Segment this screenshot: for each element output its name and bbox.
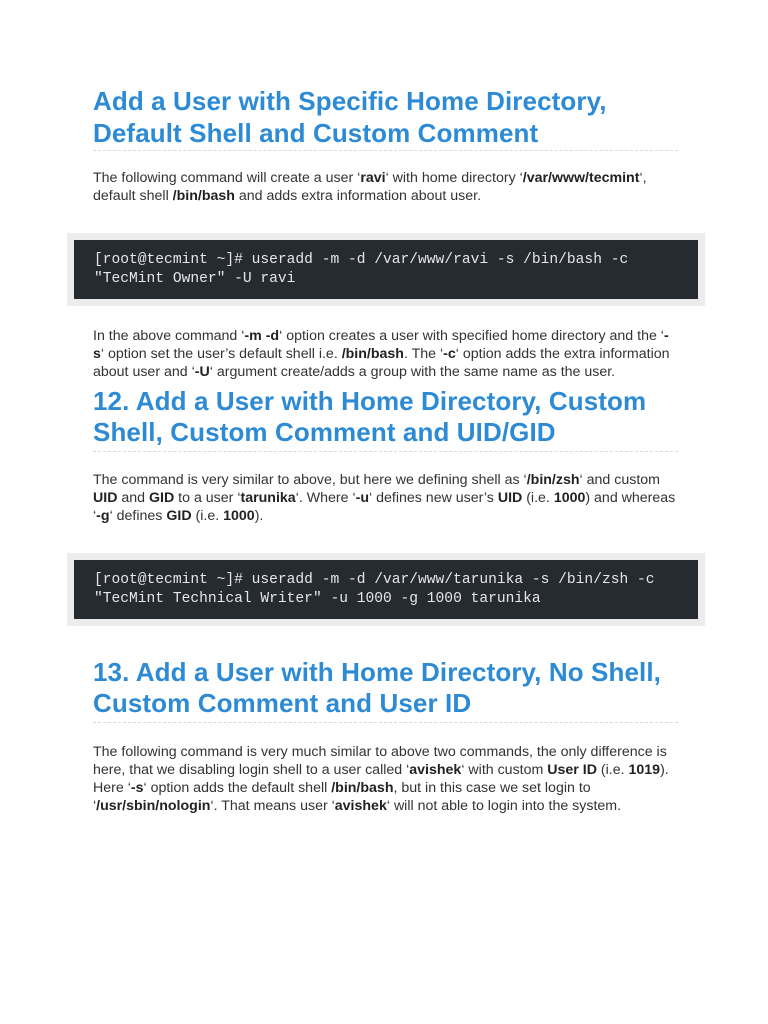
article-content bbox=[93, 86, 678, 816]
bold-run: /bin/bash bbox=[172, 188, 235, 205]
text-run: Here ‘ bbox=[93, 780, 131, 797]
text-run: In the above command ‘ bbox=[93, 328, 245, 344]
bold-run: 1000 bbox=[223, 508, 255, 525]
heading-divider bbox=[93, 150, 678, 151]
section-heading-specific-home-directory: Add a User with Specific Home Directory, Default Shell and Custom Comment bbox=[93, 86, 607, 148]
bold-run: -m -d bbox=[244, 328, 280, 344]
explanation-paragraph bbox=[93, 327, 678, 382]
bold-run: /bin/bash bbox=[331, 780, 394, 797]
text-run: , but in this case we set login to ‘ bbox=[93, 780, 591, 815]
bold-run: /usr/sbin/nologin bbox=[96, 798, 211, 815]
section-intro-paragraph bbox=[93, 743, 678, 779]
bold-run: avishek bbox=[409, 762, 462, 779]
text-run: ‘, default shell bbox=[93, 170, 647, 205]
bold-run: -s bbox=[93, 328, 669, 363]
bold-run: avishek bbox=[334, 798, 387, 815]
text-run: ‘ will not able to login into the system. bbox=[386, 798, 622, 815]
text-run: and adds extra information about user. bbox=[234, 188, 482, 205]
bold-run: UID bbox=[497, 489, 523, 506]
text-run: ‘ defines bbox=[109, 508, 167, 525]
section-intro-paragraph bbox=[93, 169, 678, 205]
text-run: ‘ with home directory ‘ bbox=[385, 170, 523, 186]
bold-run: /var/www/tecmint bbox=[522, 170, 640, 186]
text-run: and bbox=[117, 489, 149, 506]
text-run: to a user ‘ bbox=[174, 489, 241, 506]
text-run: ) and whereas ‘ bbox=[93, 489, 676, 525]
text-run: ‘. That means user ‘ bbox=[210, 798, 335, 815]
text-run: ‘ defines new user’s bbox=[369, 489, 498, 506]
bold-run: 1019 bbox=[628, 762, 661, 779]
text-run: ‘ option set the user’s default shell i.e. bbox=[100, 346, 342, 363]
code-block-useradd-ravi[interactable]: [root@tecmint ~]# useradd -m -d /var/www/ravi -s /bin/bash -c "TecMint Owner" -U ravi bbox=[74, 240, 698, 299]
heading-divider bbox=[93, 722, 678, 723]
text-run: ‘ option adds the extra information about user and ‘ bbox=[93, 346, 670, 381]
text-run: (i.e. bbox=[191, 508, 224, 525]
section-heading-13-no-shell: 13. Add a User with Home Directory, No Shell, Custom Comment and User ID bbox=[93, 656, 661, 719]
bold-run: tarunika bbox=[240, 489, 296, 506]
code-block-useradd-tarunika[interactable]: [root@tecmint ~]# useradd -m -d /var/www/tarunika -s /bin/zsh -c "TecMint Technical Writer" -u 1000 -g 1000 tarunika bbox=[74, 560, 698, 619]
code-block-frame bbox=[67, 233, 705, 306]
text-run: . The ‘ bbox=[403, 346, 444, 363]
section-heading-12-uid-gid: 12. Add a User with Home Directory, Custom Shell, Custom Comment and UID/GID bbox=[93, 385, 647, 448]
bold-run: User ID bbox=[547, 762, 597, 779]
bold-run: /bin/bash bbox=[341, 346, 404, 363]
bold-run: -g bbox=[96, 508, 110, 525]
text-run: The command is very similar to above, but here we defining shell as ‘ bbox=[93, 471, 527, 488]
text-run: ‘. Where ‘ bbox=[295, 489, 356, 506]
text-run: ‘ option adds the default shell bbox=[143, 780, 332, 797]
text-run: The following command is very much similar to above two commands, the only difference is here, that we disabling login shell to a user called ‘ bbox=[93, 743, 667, 779]
text-run: ‘ argument create/adds a group with the same name as the user. bbox=[209, 364, 616, 381]
text-run: ). bbox=[660, 762, 669, 779]
text-run: ‘ and custom bbox=[579, 471, 660, 488]
bold-run: -s bbox=[130, 780, 144, 797]
heading-divider bbox=[93, 451, 678, 452]
explanation-paragraph bbox=[93, 779, 678, 815]
bold-run: 1000 bbox=[553, 489, 586, 506]
bold-run: GID bbox=[166, 508, 192, 525]
bold-run: /bin/zsh bbox=[526, 471, 580, 488]
text-run: ‘ with custom bbox=[461, 762, 548, 779]
text-run: (i.e. bbox=[522, 489, 554, 506]
text-run: ). bbox=[254, 508, 264, 525]
text-run: (i.e. bbox=[596, 762, 629, 779]
text-run: ‘ option creates a user with specified home directory and the ‘ bbox=[279, 328, 664, 344]
bold-run: -u bbox=[355, 489, 370, 506]
bold-run: ravi bbox=[360, 170, 386, 186]
text-run: The following command will create a user ‘ bbox=[93, 170, 361, 186]
bold-run: GID bbox=[149, 489, 175, 506]
bold-run: -U bbox=[194, 364, 210, 381]
bold-run: UID bbox=[93, 489, 118, 506]
bold-run: -c bbox=[443, 346, 456, 363]
section-intro-paragraph bbox=[93, 471, 678, 526]
code-block-frame bbox=[67, 553, 705, 626]
